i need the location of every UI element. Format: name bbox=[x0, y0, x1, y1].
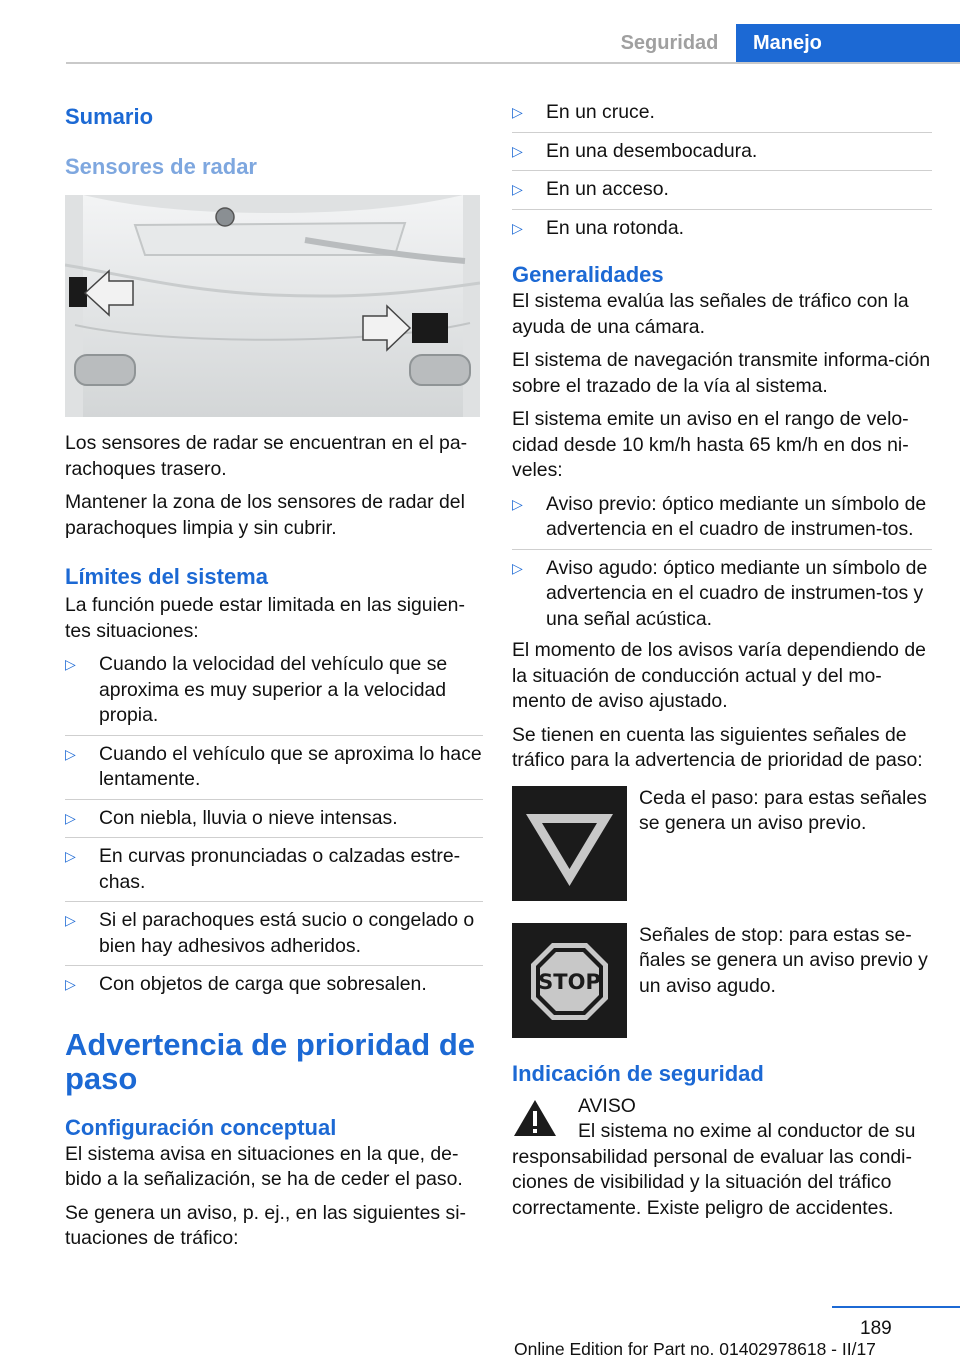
limits-list bbox=[65, 652, 483, 998]
car-rear-illustration bbox=[65, 195, 480, 417]
list-item: ▷ Cuando la velocidad del vehículo que se aproxima es muy superior a la velocidad propia. bbox=[65, 653, 448, 726]
warning-text: El sistema no exime al conductor de su responsabilidad personal de evaluar las condi-ciones de visibilidad y la situación del tráfico correctamente. Existe peligro de accidentes. bbox=[512, 1120, 916, 1219]
header-rule bbox=[66, 62, 960, 64]
list-item: ▷ En un acceso. bbox=[512, 170, 932, 203]
paragraph-general-4: El momento de los avisos varía dependiendo de la situación de conducción actual y del mo-mento de aviso ajustado. bbox=[512, 639, 926, 712]
paragraph-general-1: El sistema evalúa las señales de tráfico con la ayuda de una cámara. bbox=[512, 290, 909, 338]
heading-safety: Indicación de seguridad bbox=[512, 1060, 764, 1086]
warning-triangle-icon bbox=[512, 1098, 558, 1138]
list-item: ▷ En curvas pronunciadas o calzadas estre-chas. bbox=[65, 837, 483, 895]
list-item: ▷ Aviso previo: óptico mediante un símbolo de advertencia en el cuadro de instrumen-tos. bbox=[512, 492, 927, 540]
heading-concept: Configuración conceptual bbox=[65, 1114, 337, 1140]
right-column bbox=[512, 100, 932, 1229]
footer-rule bbox=[832, 1306, 960, 1308]
radar-sensor-image bbox=[65, 195, 480, 417]
triangle-bullet-icon: ▷ bbox=[512, 181, 523, 197]
yield-sign-icon bbox=[512, 786, 627, 901]
paragraph-concept-2: Se genera un aviso, p. ej., en las siguientes si-tuaciones de tráfico: bbox=[65, 1201, 466, 1249]
triangle-bullet-icon: ▷ bbox=[65, 809, 76, 826]
situations-list bbox=[512, 100, 932, 241]
paragraph-concept-1: El sistema avisa en situaciones en la que, de-bido a la señalización, se ha de ceder el paso. bbox=[65, 1142, 463, 1190]
list-item: ▷ En un cruce. bbox=[512, 100, 932, 126]
edition-footer: Online Edition for Part no. 01402978618 - II/17 bbox=[514, 1339, 876, 1359]
list-item: ▷ En una desembocadura. bbox=[512, 132, 932, 165]
heading-radar-sensors: Sensores de radar bbox=[65, 154, 257, 179]
paragraph-limits-intro: La función puede estar limitada en las siguien-tes situaciones: bbox=[65, 594, 465, 642]
paragraph-radar-clean: Mantener la zona de los sensores de radar del parachoques limpia y sin cubrir. bbox=[65, 491, 465, 539]
triangle-bullet-icon: ▷ bbox=[512, 142, 523, 159]
triangle-bullet-icon: ▷ bbox=[512, 495, 523, 512]
heading-summary: Sumario bbox=[65, 104, 154, 129]
list-item: ▷ En una rotonda. bbox=[512, 209, 932, 242]
triangle-bullet-icon: ▷ bbox=[65, 912, 76, 928]
yield-sign-text: Ceda el paso: para estas señales se genera un aviso previo. bbox=[639, 786, 927, 834]
tab-manejo[interactable]: Manejo bbox=[736, 24, 960, 62]
right-radar-sensor bbox=[412, 313, 448, 343]
triangle-bullet-icon: ▷ bbox=[65, 745, 76, 762]
list-item: ▷ Aviso agudo: óptico mediante un símbolo de advertencia en el cuadro de instrumen-tos y una señal acústica. bbox=[512, 549, 932, 633]
list-item: ▷ Si el parachoques está sucio o congelado o bien hay adhesivos adheridos. bbox=[65, 901, 483, 959]
heading-priority-warning: Advertencia de prioridad de paso bbox=[65, 1026, 475, 1096]
triangle-bullet-icon: ▷ bbox=[512, 104, 523, 120]
warning-levels-list bbox=[512, 492, 932, 633]
triangle-bullet-icon: ▷ bbox=[512, 219, 523, 236]
list-item: ▷ Con niebla, lluvia o nieve intensas. bbox=[65, 799, 483, 832]
list-item: ▷ Con objetos de carga que sobresalen. bbox=[65, 965, 483, 998]
stop-sign-image bbox=[512, 923, 627, 1038]
stop-sign-icon bbox=[512, 923, 627, 1038]
left-radar-sensor bbox=[69, 277, 87, 307]
page-number: 189 bbox=[860, 1318, 892, 1339]
left-column bbox=[65, 100, 483, 1260]
list-item: ▷ Cuando el vehículo que se aproxima lo hace lentamente. bbox=[65, 735, 483, 793]
heading-general: Generalidades bbox=[512, 262, 664, 287]
warning-label: AVISO bbox=[578, 1094, 636, 1117]
paragraph-general-3: El sistema emite un aviso en el rango de velo-cidad desde 10 km/h hasta 65 km/h en dos ni-veles: bbox=[512, 408, 909, 481]
yield-sign-image bbox=[512, 786, 627, 901]
stop-sign-label: STOP bbox=[538, 969, 601, 994]
sign-stop-row bbox=[512, 923, 932, 1038]
paragraph-general-5: Se tienen en cuenta las siguientes señales de tráfico para la advertencia de prioridad de paso: bbox=[512, 723, 923, 771]
stop-sign-text: Señales de stop: para estas se-ñales se genera un aviso previo y un aviso agudo. bbox=[639, 923, 928, 997]
tab-seguridad[interactable]: Seguridad bbox=[620, 32, 719, 54]
triangle-bullet-icon: ▷ bbox=[512, 559, 523, 576]
triangle-bullet-icon: ▷ bbox=[65, 656, 76, 672]
paragraph-radar-location: Los sensores de radar se encuentran en el pa-rachoques trasero. bbox=[65, 432, 468, 480]
warning-block bbox=[512, 1094, 932, 1120]
paragraph-general-2: El sistema de navegación transmite informa-ción sobre el trazado de la vía al sistema. bbox=[512, 349, 931, 397]
heading-system-limits: Límites del sistema bbox=[65, 564, 268, 589]
triangle-bullet-icon: ▷ bbox=[65, 976, 76, 992]
sign-yield-row bbox=[512, 786, 932, 901]
triangle-bullet-icon: ▷ bbox=[65, 848, 76, 864]
